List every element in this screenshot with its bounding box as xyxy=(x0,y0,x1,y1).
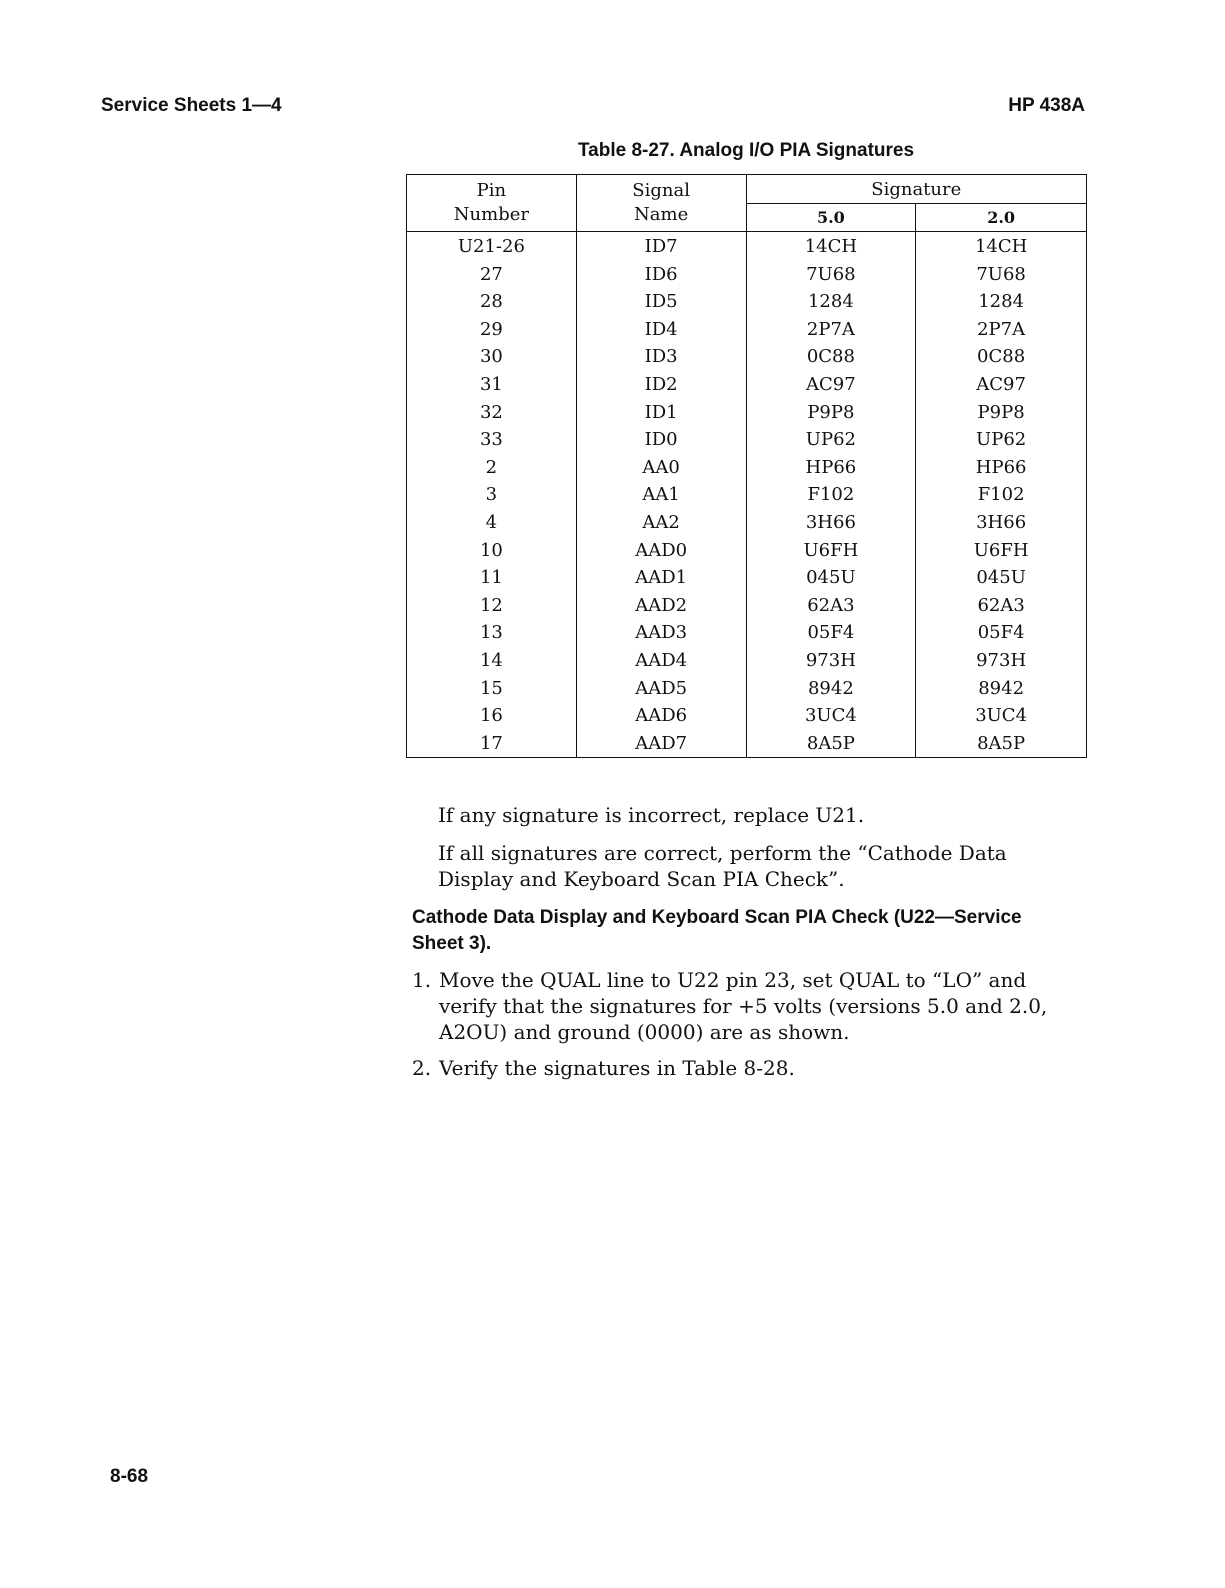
table-row xyxy=(407,454,1087,482)
signature-5-0-cell: 14CH xyxy=(746,232,916,261)
signal-name-cell: AA0 xyxy=(576,454,746,482)
signal-name-cell: AAD7 xyxy=(576,730,746,758)
signature-5-0-cell: 0C88 xyxy=(746,343,916,371)
pin-cell: 14 xyxy=(407,647,577,675)
table-row xyxy=(407,316,1087,344)
pin-cell: U21-26 xyxy=(407,232,577,261)
table-row xyxy=(407,261,1087,289)
signature-2-0-cell: AC97 xyxy=(916,371,1087,399)
signal-name-cell: AAD2 xyxy=(576,592,746,620)
pin-cell: 17 xyxy=(407,730,577,758)
signal-name-cell: AAD1 xyxy=(576,564,746,592)
signature-2-0-cell: 3H66 xyxy=(916,509,1087,537)
signature-2-0-cell: 2P7A xyxy=(916,316,1087,344)
header-signature: Signature xyxy=(746,175,1086,204)
signature-5-0-cell: 8A5P xyxy=(746,730,916,758)
pin-cell: 4 xyxy=(407,509,577,537)
signal-name-cell: AAD0 xyxy=(576,537,746,565)
list-item-text: Move the QUAL line to U22 pin 23, set QUAL to “LO” and verify that the signatures for +5 volts (versions 5.0 and 2.0, A2OU) and ground (0000) are as shown. xyxy=(439,968,1048,1044)
pin-cell: 33 xyxy=(407,426,577,454)
paragraph-incorrect: If any signature is incorrect, replace U21. xyxy=(438,803,865,827)
pin-cell: 2 xyxy=(407,454,577,482)
signal-name-cell: ID2 xyxy=(576,371,746,399)
signal-name-cell: ID3 xyxy=(576,343,746,371)
signal-name-cell: AA2 xyxy=(576,509,746,537)
table-caption: Table 8-27. Analog I/O PIA Signatures xyxy=(577,140,915,161)
table-body xyxy=(407,232,1087,758)
signature-5-0-cell: 2P7A xyxy=(746,316,916,344)
signature-2-0-cell: 0C88 xyxy=(916,343,1087,371)
page-number: 8-68 xyxy=(110,1466,149,1487)
signal-name-cell: ID4 xyxy=(576,316,746,344)
table-row xyxy=(407,509,1087,537)
signature-5-0-cell: 62A3 xyxy=(746,592,916,620)
table-row xyxy=(407,481,1087,509)
table-row xyxy=(407,647,1087,675)
pin-cell: 15 xyxy=(407,675,577,703)
pin-cell: 12 xyxy=(407,592,577,620)
signature-2-0-cell: F102 xyxy=(916,481,1087,509)
signal-name-cell: AA1 xyxy=(576,481,746,509)
signature-2-0-cell: 8A5P xyxy=(916,730,1087,758)
signature-5-0-cell: 7U68 xyxy=(746,261,916,289)
header-signal-name xyxy=(576,175,746,232)
signature-5-0-cell: P9P8 xyxy=(746,399,916,427)
header-signal-line2: Name xyxy=(634,204,689,225)
header-pin-line2: Number xyxy=(453,204,529,225)
section-heading: Cathode Data Display and Keyboard Scan PIA Check (U22—Service Sheet 3). xyxy=(412,907,1022,954)
signature-5-0-cell: 3UC4 xyxy=(746,702,916,730)
pin-cell: 31 xyxy=(407,371,577,399)
signal-name-cell: ID0 xyxy=(576,426,746,454)
table-row xyxy=(407,426,1087,454)
signal-name-cell: ID1 xyxy=(576,399,746,427)
pin-cell: 10 xyxy=(407,537,577,565)
pin-cell: 13 xyxy=(407,619,577,647)
signature-5-0-cell: 05F4 xyxy=(746,619,916,647)
signature-2-0-cell: P9P8 xyxy=(916,399,1087,427)
table-row xyxy=(407,371,1087,399)
table-row xyxy=(407,730,1087,758)
signature-2-0-cell: 973H xyxy=(916,647,1087,675)
list-item-text: Verify the signatures in Table 8-28. xyxy=(439,1056,795,1080)
signature-5-0-cell: 973H xyxy=(746,647,916,675)
signature-2-0-cell: 8942 xyxy=(916,675,1087,703)
table-row xyxy=(407,232,1087,261)
signature-2-0-cell: 045U xyxy=(916,564,1087,592)
signal-name-cell: AAD4 xyxy=(576,647,746,675)
running-header-model: HP 438A xyxy=(1008,95,1085,116)
signature-2-0-cell: U6FH xyxy=(916,537,1087,565)
signature-2-0-cell: UP62 xyxy=(916,426,1087,454)
header-signal-line1: Signal xyxy=(632,180,690,201)
pin-cell: 28 xyxy=(407,288,577,316)
pin-cell: 16 xyxy=(407,702,577,730)
table-row xyxy=(407,537,1087,565)
header-pin-line1: Pin xyxy=(476,180,507,201)
table-row xyxy=(407,619,1087,647)
signal-name-cell: ID7 xyxy=(576,232,746,261)
signature-5-0-cell: UP62 xyxy=(746,426,916,454)
signature-5-0-cell: HP66 xyxy=(746,454,916,482)
table-row xyxy=(407,702,1087,730)
signature-5-0-cell: 1284 xyxy=(746,288,916,316)
header-version-5-0: 5.0 xyxy=(746,204,916,232)
paragraph-correct: If all signatures are correct, perform the “Cathode Data Display and Keyboard Scan PIA Check”. xyxy=(438,841,1007,891)
signature-table xyxy=(406,174,1087,758)
signature-2-0-cell: 14CH xyxy=(916,232,1087,261)
signal-name-cell: ID5 xyxy=(576,288,746,316)
pin-cell: 3 xyxy=(407,481,577,509)
signature-2-0-cell: 7U68 xyxy=(916,261,1087,289)
signature-2-0-cell: 62A3 xyxy=(916,592,1087,620)
signature-2-0-cell: 3UC4 xyxy=(916,702,1087,730)
header-version-2-0: 2.0 xyxy=(916,204,1087,232)
signature-5-0-cell: F102 xyxy=(746,481,916,509)
signal-name-cell: AAD6 xyxy=(576,702,746,730)
list-item-number: 2. xyxy=(412,1056,432,1080)
pin-cell: 30 xyxy=(407,343,577,371)
signature-2-0-cell: 1284 xyxy=(916,288,1087,316)
table-row xyxy=(407,288,1087,316)
signal-name-cell: AAD3 xyxy=(576,619,746,647)
pin-cell: 27 xyxy=(407,261,577,289)
table-row xyxy=(407,343,1087,371)
table-row xyxy=(407,592,1087,620)
signature-5-0-cell: 8942 xyxy=(746,675,916,703)
pin-cell: 32 xyxy=(407,399,577,427)
pin-cell: 11 xyxy=(407,564,577,592)
list-item-number: 1. xyxy=(412,968,432,992)
signature-5-0-cell: 045U xyxy=(746,564,916,592)
running-header-section: Service Sheets 1—4 xyxy=(101,95,282,116)
table-row xyxy=(407,399,1087,427)
signature-5-0-cell: AC97 xyxy=(746,371,916,399)
table-row xyxy=(407,564,1087,592)
signature-5-0-cell: 3H66 xyxy=(746,509,916,537)
signature-2-0-cell: HP66 xyxy=(916,454,1087,482)
signal-name-cell: ID6 xyxy=(576,261,746,289)
signature-2-0-cell: 05F4 xyxy=(916,619,1087,647)
signal-name-cell: AAD5 xyxy=(576,675,746,703)
table-row xyxy=(407,675,1087,703)
signature-5-0-cell: U6FH xyxy=(746,537,916,565)
header-pin-number xyxy=(407,175,577,232)
pin-cell: 29 xyxy=(407,316,577,344)
